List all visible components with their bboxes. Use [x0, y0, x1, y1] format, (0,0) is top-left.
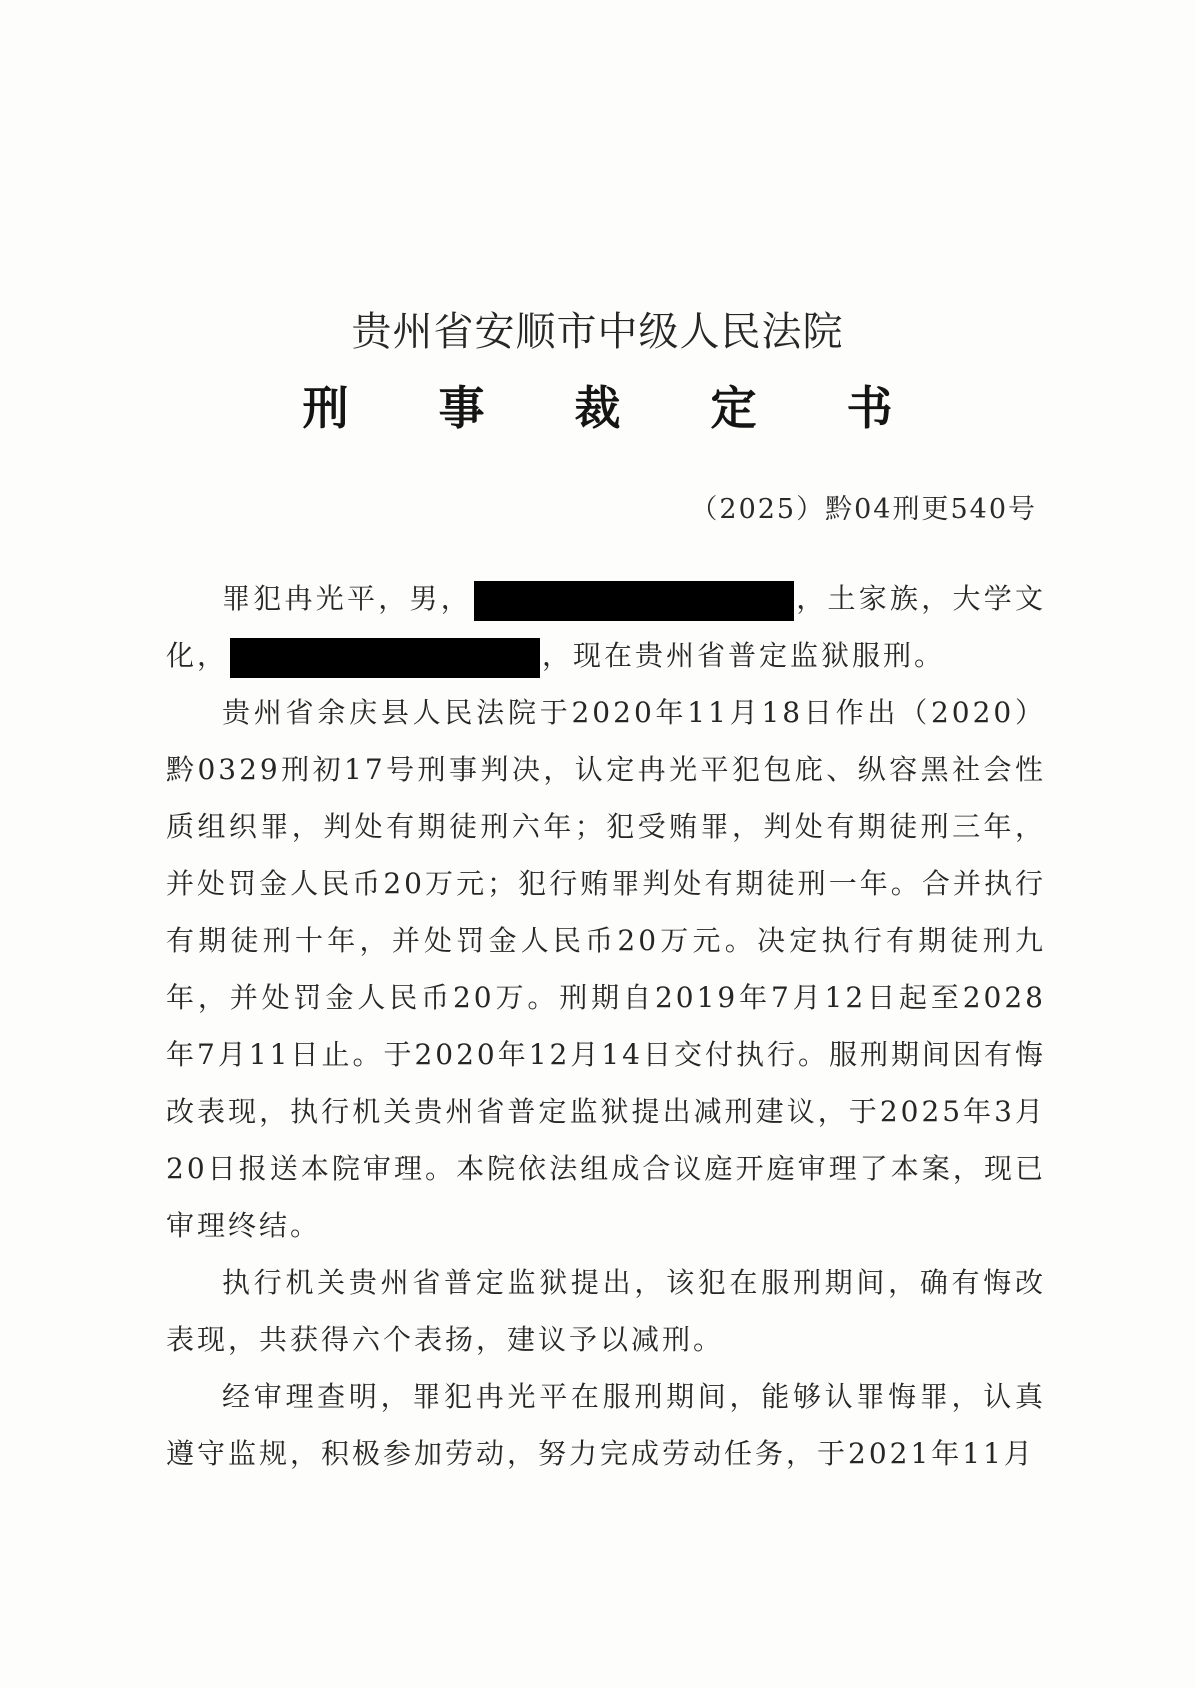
case-number: （2025）黔04刑更540号	[690, 494, 1037, 525]
paragraph-findings: 经审理查明，罪犯冉光平在服刑期间，能够认罪悔罪，认真遵守监规，积极参加劳动，努力完成劳动任务，于2021年11月	[166, 1380, 1046, 1470]
redaction-block	[230, 638, 540, 678]
document-body	[166, 570, 1046, 1482]
defendant-intro-text: 罪犯冉光平，男，	[222, 582, 472, 615]
court-name: 贵州省安顺市中级人民法院	[351, 309, 844, 355]
paragraph-prison-proposal: 执行机关贵州省普定监狱提出，该犯在服刑期间，确有悔改表现，共获得六个表扬，建议予以减刑。	[166, 1266, 1046, 1356]
redaction-block	[474, 581, 794, 621]
paragraph-judgment-history: 贵州省余庆县人民法院于2020年11月18日作出（2020）黔0329刑初17号刑事判决，认定冉光平犯包庇、纵容黑社会性质组织罪，判处有期徒刑六年；犯受贿罪，判处有期徒刑三年，并处罚金人民币20万元；犯行贿罪判处有期徒刑一年。合并执行有期徒刑十年，并处罚金人民币20万元。决定执行有期徒刑九年，并处罚金人民币20万。刑期自2019年7月12日起至2028年7月11日止。于2020年12月14日交付执行。服刑期间因有悔改表现，执行机关贵州省普定监狱提出减刑建议，于2025年3月20日报送本院审理。本院依法组成合议庭开庭审理了本案，现已审理终结。	[166, 696, 1046, 1242]
defendant-location-text: ，现在贵州省普定监狱服刑。	[542, 639, 946, 672]
paragraph-defendant-info	[166, 570, 1046, 684]
defendant-ethnicity-text: ，土家族，大学文化，	[166, 582, 1046, 672]
document-title: 刑事裁定书	[302, 381, 983, 435]
